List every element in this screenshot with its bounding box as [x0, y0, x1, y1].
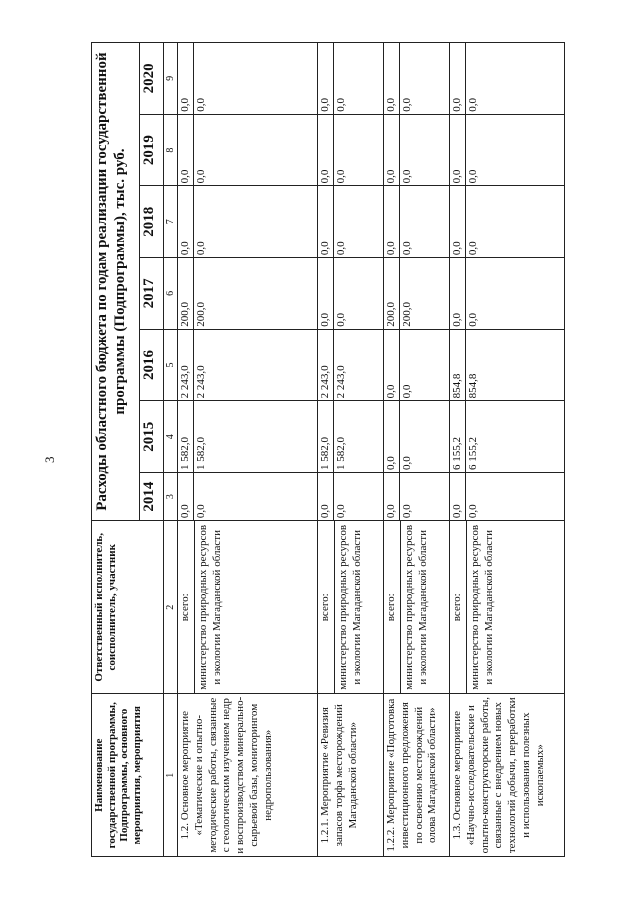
responsible-cell	[318, 521, 384, 694]
value-resp: 0,0	[401, 384, 414, 399]
header-year: 2015	[140, 401, 164, 473]
value-total: 0,0	[319, 186, 334, 257]
value-cell	[450, 258, 565, 330]
value-cell	[318, 43, 384, 115]
value-resp: 0,0	[467, 98, 480, 112]
value-total: 0,0	[451, 115, 466, 186]
value-cell	[384, 329, 450, 401]
responsible-name: министерство природных ресурсов и экологии Магаданской области	[468, 524, 495, 690]
value-resp: 6 155,2	[467, 437, 480, 471]
value-cell	[384, 258, 450, 330]
value-total: 0,0	[179, 43, 194, 114]
value-cell	[384, 401, 450, 473]
value-resp: 0,0	[401, 169, 414, 184]
value-cell	[384, 114, 450, 186]
column-number: 6	[164, 258, 178, 330]
header-year: 2018	[140, 186, 164, 258]
value-cell	[450, 43, 565, 115]
value-total: 200,0	[179, 258, 194, 329]
value-resp: 0,0	[335, 169, 348, 184]
value-total: 6 155,2	[451, 401, 466, 472]
value-cell	[318, 401, 384, 473]
value-resp: 0,0	[335, 312, 348, 327]
value-cell	[318, 186, 384, 258]
responsible-name: министерство природных ресурсов и экологии Магаданской области	[402, 524, 429, 690]
value-resp: 0,0	[195, 169, 208, 184]
value-resp: 0,0	[401, 241, 414, 256]
header-year: 2020	[140, 43, 164, 115]
value-resp: 0,0	[467, 241, 480, 256]
value-resp: 0,0	[195, 241, 208, 256]
activity-name: 1.2.2. Мероприятие «Подготовка инвестиционного предложения по освоению месторождений олова Магаданской области»	[384, 694, 450, 857]
value-resp: 0,0	[401, 98, 414, 112]
header-year: 2017	[140, 258, 164, 330]
table-row	[384, 43, 450, 857]
value-cell	[318, 473, 384, 521]
column-number: 2	[164, 521, 178, 694]
column-number: 9	[164, 43, 178, 115]
value-cell	[384, 473, 450, 521]
responsible-cell	[450, 521, 565, 694]
value-total: 0,0	[319, 258, 334, 329]
value-total: 0,0	[179, 473, 194, 520]
value-resp: 854,8	[467, 373, 480, 399]
value-resp: 0,0	[401, 504, 414, 519]
value-resp: 2 243,0	[195, 365, 208, 399]
column-number: 5	[164, 329, 178, 401]
header-year: 2014	[140, 473, 164, 521]
value-resp: 0,0	[467, 504, 480, 519]
value-cell	[450, 473, 565, 521]
value-resp: 0,0	[335, 98, 348, 112]
responsible-name: министерство природных ресурсов и экологии Магаданской области	[196, 524, 223, 690]
value-total: 854,8	[451, 330, 466, 401]
column-number: 4	[164, 401, 178, 473]
table-row	[178, 43, 318, 857]
header-name-column: Наименование государственной программы, Подпрограммы, основного мероприятия, мероприятия	[92, 694, 164, 857]
value-total: 0,0	[385, 401, 400, 472]
value-total: 0,0	[179, 186, 194, 257]
responsible-name: министерство природных ресурсов и экологии Магаданской области	[336, 524, 363, 690]
value-cell	[450, 329, 565, 401]
value-resp: 200,0	[401, 301, 414, 327]
value-cell	[178, 43, 318, 115]
value-resp: 1 582,0	[335, 437, 348, 471]
value-total: 0,0	[385, 473, 400, 520]
value-cell	[318, 329, 384, 401]
value-cell	[318, 114, 384, 186]
responsible-cell	[384, 521, 450, 694]
budget-table	[91, 42, 565, 857]
value-total: 1 582,0	[179, 401, 194, 472]
responsible-cell	[178, 521, 318, 694]
total-label: всего:	[385, 521, 401, 693]
value-cell	[178, 258, 318, 330]
value-resp: 2 243,0	[335, 365, 348, 399]
header-expenses: Расходы областного бюджета по годам реализации государственной программы (Подпрограммы), тыс. руб.	[92, 43, 140, 521]
value-total: 0,0	[179, 115, 194, 186]
value-total: 0,0	[385, 186, 400, 257]
value-cell	[450, 186, 565, 258]
column-number: 7	[164, 186, 178, 258]
total-label: всего:	[451, 521, 467, 693]
column-number: 8	[164, 114, 178, 186]
value-cell	[384, 186, 450, 258]
header-year: 2019	[140, 114, 164, 186]
value-cell	[178, 473, 318, 521]
value-resp: 0,0	[195, 504, 208, 519]
value-cell	[178, 329, 318, 401]
value-cell	[450, 401, 565, 473]
value-total: 0,0	[451, 473, 466, 520]
header-responsible-column: Ответственный исполнитель, соисполнитель, участник	[92, 521, 164, 694]
header-year: 2016	[140, 329, 164, 401]
value-resp: 0,0	[195, 98, 208, 112]
value-total: 0,0	[319, 473, 334, 520]
value-total: 0,0	[451, 258, 466, 329]
value-total: 0,0	[319, 115, 334, 186]
value-total: 200,0	[385, 258, 400, 329]
value-resp: 0,0	[335, 504, 348, 519]
value-total: 1 582,0	[319, 401, 334, 472]
activity-name: 1.2. Основное мероприятие «Тематические и опытно-методические работы, связанные с геологическим изучением недр и воспроизводством минерально-сырьевой базы, мониторингом недропользования»	[178, 694, 318, 857]
activity-name: 1.3. Основное мероприятие «Научно-исследовательские и опытно-конструкторские работы, связанные с внедрением новых технологий добычи, переработки и использования полезных ископаемых»	[450, 694, 565, 857]
value-resp: 200,0	[195, 301, 208, 327]
value-resp: 0,0	[467, 312, 480, 327]
value-total: 0,0	[451, 186, 466, 257]
value-cell	[178, 114, 318, 186]
value-cell	[178, 186, 318, 258]
page-number: 3	[42, 456, 57, 463]
value-resp: 0,0	[467, 169, 480, 184]
value-cell	[450, 114, 565, 186]
column-number: 3	[164, 473, 178, 521]
value-total: 2 243,0	[319, 330, 334, 401]
total-label: всего:	[179, 521, 195, 693]
value-resp: 0,0	[401, 456, 414, 471]
value-cell	[384, 43, 450, 115]
value-total: 0,0	[385, 43, 400, 114]
value-cell	[178, 401, 318, 473]
value-total: 0,0	[319, 43, 334, 114]
value-cell	[318, 258, 384, 330]
activity-name: 1.2.1. Мероприятие «Ревизия запасов торфа месторождений Магаданской области»	[318, 694, 384, 857]
value-resp: 1 582,0	[195, 437, 208, 471]
table-row	[318, 43, 384, 857]
value-total: 2 243,0	[179, 330, 194, 401]
value-total: 0,0	[385, 330, 400, 401]
value-total: 0,0	[385, 115, 400, 186]
table-row	[450, 43, 565, 857]
value-resp: 0,0	[335, 241, 348, 256]
total-label: всего:	[319, 521, 335, 693]
column-number: 1	[164, 694, 178, 857]
value-total: 0,0	[451, 43, 466, 114]
